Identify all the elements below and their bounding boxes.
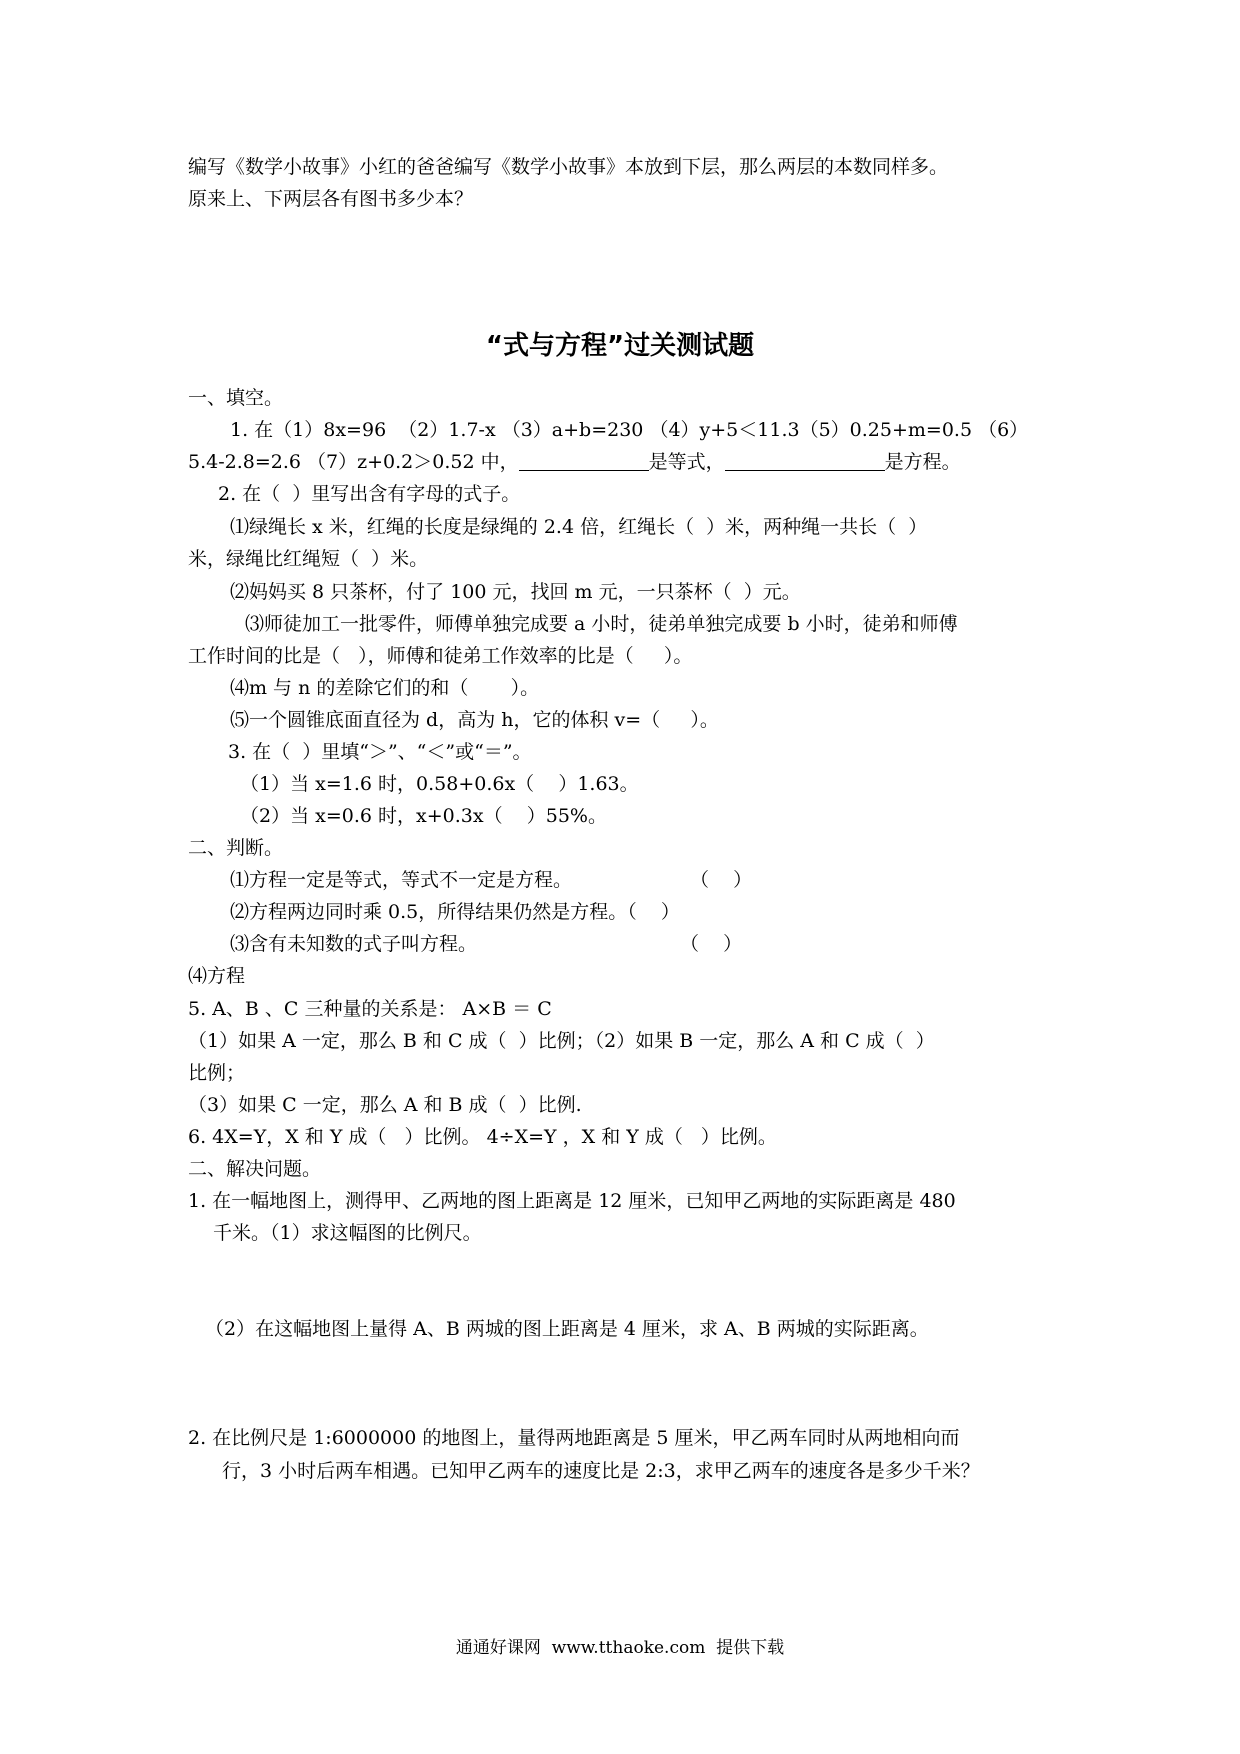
problem2-line-2: 行，3 小时后两车相遇。已知甲乙两车的速度比是 2:3，求甲乙两车的速度各是多少千米？: [222, 1460, 980, 1482]
judge-item3: ⑶含有未知数的式子叫方程。: [230, 933, 478, 955]
judge-item2: ⑵方程两边同时乘 0.5，所得结果仍然是方程。（ ）: [230, 901, 680, 923]
judge-item4: ⑷方程: [188, 965, 246, 987]
q2-heading: 2. 在（ ）里写出含有字母的式子。: [218, 483, 521, 505]
q2-item3-line-1: ⑶师徒加工一批零件，师傅单独完成要 a 小时，徒弟单独完成要 b 小时，徒弟和师傅: [245, 613, 958, 635]
intro-line-1: 编写《数学小故事》小红的爸爸编写《数学小故事》本放到下层，那么两层的本数同样多。: [188, 156, 949, 178]
q2-item2: ⑵妈妈买 8 只茶杯，付了 100 元，找回 m 元，一只茶杯（ ）元。: [230, 581, 801, 603]
q1-line-2: [188, 450, 961, 474]
problem1-line-2: 千米。（1）求这幅图的比例尺。: [213, 1222, 482, 1244]
section3-heading: 二、解决问题。: [188, 1158, 322, 1180]
q2-item3-line-2: 工作时间的比是（ ），师傅和徒弟工作效率的比是（ ）。: [188, 645, 693, 667]
problem1-part2: （2）在这幅地图上量得 A、B 两城的图上距离是 4 厘米，求 A、B 两城的实际距离。: [205, 1318, 929, 1340]
q5-line-4: （3）如果 C 一定，那么 A 和 B 成（ ）比例.: [188, 1094, 582, 1116]
q2-item1-line-1: ⑴绿绳长 x 米，红绳的长度是绿绳的 2.4 倍，红绳长（ ）米，两种绳一共长（ ）: [230, 516, 928, 538]
section2-heading: 二、判断。: [188, 837, 284, 859]
q3-item2: （2）当 x=0.6 时，x+0.3x（ ）55%。: [240, 805, 607, 827]
q1-text-c: 是方程。: [884, 451, 961, 473]
q1-text-b: 是等式，: [648, 451, 725, 473]
page-footer: 通通好课网 www.tthaoke.com 提供下载: [455, 1638, 785, 1658]
q5-line-2: （1）如果 A 一定，那么 B 和 C 成（ ）比例；（2）如果 B 一定，那么 A 和 C 成（ ）: [188, 1030, 935, 1052]
judge-item1-paren: （ ）: [690, 869, 753, 891]
q1-line-1: 1. 在（1）8x=96 （2）1.7-x （3）a+b=230 （4）y+5＜11.3（5）0.25+m=0.5 （6）: [230, 419, 1029, 441]
equation-blank-2: [725, 450, 885, 471]
problem2-line-1: 2. 在比例尺是 1:6000000 的地图上，量得两地距离是 5 厘米，甲乙两车同时从两地相向而: [188, 1427, 960, 1449]
q5-line-3: 比例；: [188, 1062, 246, 1084]
page-title: “式与方程”过关测试题: [485, 331, 755, 361]
q2-item1-line-2: 米，绿绳比红绳短（ ）米。: [188, 548, 429, 570]
section1-heading: 一、填空。: [188, 387, 284, 409]
q2-item4: ⑷m 与 n 的差除它们的和（ ）。: [230, 677, 540, 699]
q2-item5: ⑸一个圆锥底面直径为 d，高为 h，它的体积 v=（ ）。: [230, 709, 719, 731]
equation-blank: [519, 450, 649, 471]
problem1-line-1: 1. 在一幅地图上，测得甲、乙两地的图上距离是 12 厘米，已知甲乙两地的实际距离是 480: [188, 1190, 956, 1212]
q1-text-a: 5.4-2.8=2.6 （7）z+0.2＞0.52 中，: [188, 451, 519, 473]
q6-line: 6. 4X=Y，X 和 Y 成（ ）比例。 4÷X=Y ，X 和 Y 成（ ）比例。: [188, 1126, 777, 1148]
q3-heading: 3. 在（ ）里填“＞”、“＜”或“＝”。: [228, 741, 532, 763]
judge-item3-paren: （ ）: [680, 933, 743, 955]
intro-line-2: 原来上、下两层各有图书多少本？: [188, 188, 474, 210]
q5-line-1: 5. A、B 、C 三种量的关系是： A×B ＝ C: [188, 998, 552, 1020]
judge-item1: ⑴方程一定是等式，等式不一定是方程。: [230, 869, 573, 891]
q3-item1: （1）当 x=1.6 时，0.58+0.6x（ ）1.63。: [240, 773, 639, 795]
